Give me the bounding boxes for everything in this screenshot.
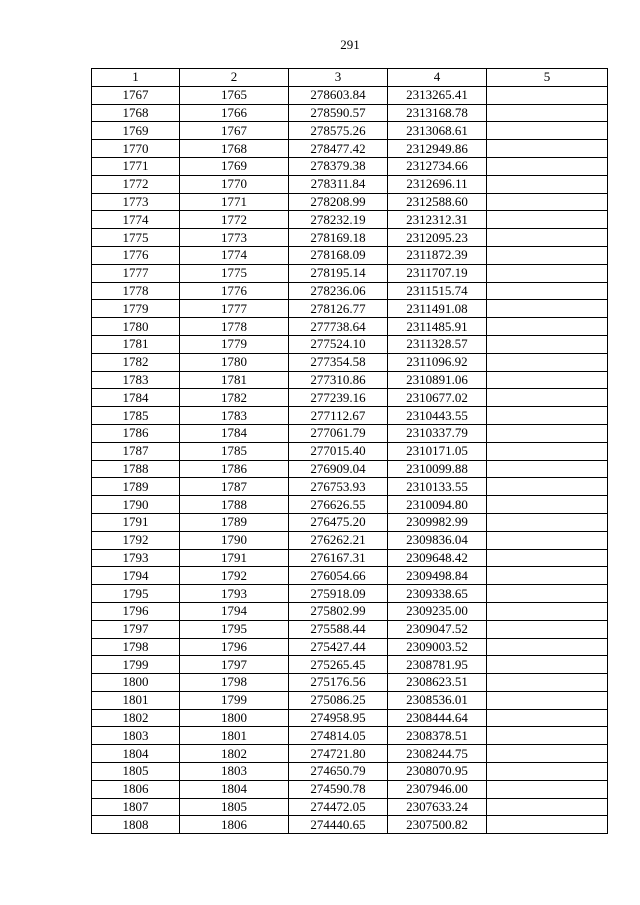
- cell-y-coordinate: 2312696.11: [388, 175, 487, 193]
- cell-note: [487, 460, 608, 478]
- cell-note: [487, 86, 608, 104]
- cell-point-number: 1772: [92, 175, 180, 193]
- table-row: [92, 798, 608, 816]
- cell-x-coordinate: 275802.99: [289, 602, 388, 620]
- table-row: [92, 175, 608, 193]
- cell-note: [487, 104, 608, 122]
- cell-x-coordinate: 278236.06: [289, 282, 388, 300]
- cell-y-coordinate: 2308244.75: [388, 745, 487, 763]
- cell-note: [487, 175, 608, 193]
- table-row: [92, 122, 608, 140]
- cell-prev-point-number: 1799: [180, 691, 289, 709]
- cell-prev-point-number: 1780: [180, 353, 289, 371]
- cell-x-coordinate: 276475.20: [289, 513, 388, 531]
- cell-y-coordinate: 2311872.39: [388, 246, 487, 264]
- table-body: [92, 86, 608, 833]
- cell-point-number: 1790: [92, 496, 180, 514]
- table-row: [92, 193, 608, 211]
- cell-x-coordinate: 276054.66: [289, 567, 388, 585]
- cell-point-number: 1796: [92, 602, 180, 620]
- cell-point-number: 1797: [92, 620, 180, 638]
- cell-note: [487, 496, 608, 514]
- cell-x-coordinate: 275427.44: [289, 638, 388, 656]
- cell-note: [487, 140, 608, 158]
- cell-y-coordinate: 2309498.84: [388, 567, 487, 585]
- cell-point-number: 1781: [92, 335, 180, 353]
- cell-x-coordinate: 278379.38: [289, 157, 388, 175]
- table-row: [92, 816, 608, 834]
- cell-x-coordinate: 278232.19: [289, 211, 388, 229]
- cell-point-number: 1773: [92, 193, 180, 211]
- cell-note: [487, 567, 608, 585]
- table-row: [92, 86, 608, 104]
- cell-y-coordinate: 2309836.04: [388, 531, 487, 549]
- table-row: [92, 656, 608, 674]
- cell-y-coordinate: 2308378.51: [388, 727, 487, 745]
- table-row: [92, 282, 608, 300]
- table-row: [92, 353, 608, 371]
- table-row: [92, 318, 608, 336]
- cell-prev-point-number: 1793: [180, 585, 289, 603]
- cell-note: [487, 246, 608, 264]
- cell-point-number: 1780: [92, 318, 180, 336]
- cell-point-number: 1771: [92, 157, 180, 175]
- cell-y-coordinate: 2307633.24: [388, 798, 487, 816]
- cell-point-number: 1776: [92, 246, 180, 264]
- cell-prev-point-number: 1786: [180, 460, 289, 478]
- cell-y-coordinate: 2313068.61: [388, 122, 487, 140]
- cell-note: [487, 602, 608, 620]
- cell-x-coordinate: 277112.67: [289, 407, 388, 425]
- cell-y-coordinate: 2310677.02: [388, 389, 487, 407]
- table-row: [92, 763, 608, 781]
- cell-point-number: 1769: [92, 122, 180, 140]
- cell-prev-point-number: 1796: [180, 638, 289, 656]
- cell-y-coordinate: 2311485.91: [388, 318, 487, 336]
- cell-y-coordinate: 2312949.86: [388, 140, 487, 158]
- cell-note: [487, 122, 608, 140]
- cell-prev-point-number: 1776: [180, 282, 289, 300]
- cell-point-number: 1800: [92, 674, 180, 692]
- cell-note: [487, 816, 608, 834]
- column-header-3: 3: [289, 69, 388, 87]
- table-row: [92, 424, 608, 442]
- table-row: [92, 727, 608, 745]
- cell-point-number: 1787: [92, 442, 180, 460]
- cell-x-coordinate: 275588.44: [289, 620, 388, 638]
- cell-point-number: 1774: [92, 211, 180, 229]
- cell-note: [487, 727, 608, 745]
- cell-prev-point-number: 1802: [180, 745, 289, 763]
- cell-prev-point-number: 1801: [180, 727, 289, 745]
- cell-prev-point-number: 1767: [180, 122, 289, 140]
- table-row: [92, 104, 608, 122]
- cell-point-number: 1799: [92, 656, 180, 674]
- cell-point-number: 1794: [92, 567, 180, 585]
- cell-y-coordinate: 2310133.55: [388, 478, 487, 496]
- cell-prev-point-number: 1784: [180, 424, 289, 442]
- table-row: [92, 620, 608, 638]
- cell-point-number: 1767: [92, 86, 180, 104]
- cell-prev-point-number: 1787: [180, 478, 289, 496]
- table-row: [92, 335, 608, 353]
- cell-x-coordinate: 276262.21: [289, 531, 388, 549]
- cell-y-coordinate: 2309235.00: [388, 602, 487, 620]
- cell-point-number: 1775: [92, 229, 180, 247]
- cell-prev-point-number: 1773: [180, 229, 289, 247]
- cell-note: [487, 407, 608, 425]
- table-row: [92, 549, 608, 567]
- cell-point-number: 1788: [92, 460, 180, 478]
- cell-x-coordinate: 278195.14: [289, 264, 388, 282]
- cell-point-number: 1808: [92, 816, 180, 834]
- cell-note: [487, 549, 608, 567]
- cell-prev-point-number: 1790: [180, 531, 289, 549]
- table-row: [92, 585, 608, 603]
- cell-prev-point-number: 1769: [180, 157, 289, 175]
- cell-x-coordinate: 275265.45: [289, 656, 388, 674]
- cell-note: [487, 193, 608, 211]
- cell-x-coordinate: 274650.79: [289, 763, 388, 781]
- cell-x-coordinate: 278169.18: [289, 229, 388, 247]
- cell-prev-point-number: 1766: [180, 104, 289, 122]
- cell-note: [487, 763, 608, 781]
- table-row: [92, 140, 608, 158]
- cell-prev-point-number: 1800: [180, 709, 289, 727]
- cell-x-coordinate: 274440.65: [289, 816, 388, 834]
- column-header-5: 5: [487, 69, 608, 87]
- cell-y-coordinate: 2312095.23: [388, 229, 487, 247]
- table-row: [92, 229, 608, 247]
- table-row: [92, 478, 608, 496]
- cell-y-coordinate: 2309982.99: [388, 513, 487, 531]
- cell-x-coordinate: 274721.80: [289, 745, 388, 763]
- cell-y-coordinate: 2312734.66: [388, 157, 487, 175]
- cell-note: [487, 620, 608, 638]
- table-row: [92, 407, 608, 425]
- cell-y-coordinate: 2313265.41: [388, 86, 487, 104]
- cell-note: [487, 389, 608, 407]
- cell-y-coordinate: 2310171.05: [388, 442, 487, 460]
- cell-note: [487, 531, 608, 549]
- cell-prev-point-number: 1791: [180, 549, 289, 567]
- cell-y-coordinate: 2307946.00: [388, 780, 487, 798]
- cell-y-coordinate: 2308781.95: [388, 656, 487, 674]
- cell-x-coordinate: 277310.86: [289, 371, 388, 389]
- cell-y-coordinate: 2313168.78: [388, 104, 487, 122]
- cell-y-coordinate: 2308623.51: [388, 674, 487, 692]
- cell-note: [487, 656, 608, 674]
- cell-x-coordinate: 277524.10: [289, 335, 388, 353]
- cell-note: [487, 335, 608, 353]
- table-row: [92, 246, 608, 264]
- cell-prev-point-number: 1765: [180, 86, 289, 104]
- cell-note: [487, 353, 608, 371]
- table-row: [92, 460, 608, 478]
- column-header-1: 1: [92, 69, 180, 87]
- cell-prev-point-number: 1785: [180, 442, 289, 460]
- cell-x-coordinate: 276626.55: [289, 496, 388, 514]
- cell-y-coordinate: 2309003.52: [388, 638, 487, 656]
- cell-prev-point-number: 1797: [180, 656, 289, 674]
- cell-point-number: 1806: [92, 780, 180, 798]
- cell-prev-point-number: 1803: [180, 763, 289, 781]
- cell-prev-point-number: 1775: [180, 264, 289, 282]
- cell-x-coordinate: 278126.77: [289, 300, 388, 318]
- cell-x-coordinate: 278311.84: [289, 175, 388, 193]
- cell-x-coordinate: 277015.40: [289, 442, 388, 460]
- cell-point-number: 1770: [92, 140, 180, 158]
- cell-prev-point-number: 1771: [180, 193, 289, 211]
- cell-note: [487, 282, 608, 300]
- table-row: [92, 602, 608, 620]
- table-row: [92, 691, 608, 709]
- cell-y-coordinate: 2312312.31: [388, 211, 487, 229]
- cell-x-coordinate: 278575.26: [289, 122, 388, 140]
- cell-point-number: 1789: [92, 478, 180, 496]
- cell-prev-point-number: 1788: [180, 496, 289, 514]
- cell-x-coordinate: 277061.79: [289, 424, 388, 442]
- cell-x-coordinate: 278590.57: [289, 104, 388, 122]
- cell-x-coordinate: 274814.05: [289, 727, 388, 745]
- cell-x-coordinate: 275086.25: [289, 691, 388, 709]
- table-row: [92, 638, 608, 656]
- cell-x-coordinate: 278603.84: [289, 86, 388, 104]
- cell-y-coordinate: 2308536.01: [388, 691, 487, 709]
- cell-prev-point-number: 1768: [180, 140, 289, 158]
- table-row: [92, 745, 608, 763]
- cell-note: [487, 585, 608, 603]
- cell-note: [487, 780, 608, 798]
- cell-point-number: 1779: [92, 300, 180, 318]
- cell-x-coordinate: 274590.78: [289, 780, 388, 798]
- cell-y-coordinate: 2309047.52: [388, 620, 487, 638]
- cell-prev-point-number: 1779: [180, 335, 289, 353]
- cell-y-coordinate: 2311707.19: [388, 264, 487, 282]
- cell-x-coordinate: 277354.58: [289, 353, 388, 371]
- cell-x-coordinate: 276753.93: [289, 478, 388, 496]
- table-row: [92, 389, 608, 407]
- cell-point-number: 1785: [92, 407, 180, 425]
- cell-y-coordinate: 2310443.55: [388, 407, 487, 425]
- cell-prev-point-number: 1777: [180, 300, 289, 318]
- table-row: [92, 780, 608, 798]
- cell-x-coordinate: 278477.42: [289, 140, 388, 158]
- cell-note: [487, 513, 608, 531]
- cell-note: [487, 638, 608, 656]
- cell-point-number: 1782: [92, 353, 180, 371]
- cell-x-coordinate: 278208.99: [289, 193, 388, 211]
- cell-point-number: 1804: [92, 745, 180, 763]
- cell-prev-point-number: 1774: [180, 246, 289, 264]
- cell-prev-point-number: 1783: [180, 407, 289, 425]
- cell-x-coordinate: 277738.64: [289, 318, 388, 336]
- cell-prev-point-number: 1794: [180, 602, 289, 620]
- cell-note: [487, 798, 608, 816]
- cell-y-coordinate: 2310337.79: [388, 424, 487, 442]
- cell-point-number: 1802: [92, 709, 180, 727]
- cell-point-number: 1801: [92, 691, 180, 709]
- cell-x-coordinate: 278168.09: [289, 246, 388, 264]
- cell-y-coordinate: 2309648.42: [388, 549, 487, 567]
- cell-note: [487, 211, 608, 229]
- cell-y-coordinate: 2310094.80: [388, 496, 487, 514]
- cell-x-coordinate: 275918.09: [289, 585, 388, 603]
- cell-y-coordinate: 2311328.57: [388, 335, 487, 353]
- column-header-2: 2: [180, 69, 289, 87]
- cell-point-number: 1791: [92, 513, 180, 531]
- cell-y-coordinate: 2307500.82: [388, 816, 487, 834]
- cell-prev-point-number: 1804: [180, 780, 289, 798]
- cell-y-coordinate: 2308444.64: [388, 709, 487, 727]
- table-row: [92, 674, 608, 692]
- cell-note: [487, 442, 608, 460]
- cell-note: [487, 300, 608, 318]
- cell-y-coordinate: 2310099.88: [388, 460, 487, 478]
- cell-x-coordinate: 274958.95: [289, 709, 388, 727]
- table-row: [92, 709, 608, 727]
- column-header-4: 4: [388, 69, 487, 87]
- cell-y-coordinate: 2311491.08: [388, 300, 487, 318]
- cell-y-coordinate: 2311515.74: [388, 282, 487, 300]
- cell-prev-point-number: 1772: [180, 211, 289, 229]
- cell-point-number: 1807: [92, 798, 180, 816]
- cell-point-number: 1784: [92, 389, 180, 407]
- cell-note: [487, 424, 608, 442]
- cell-point-number: 1798: [92, 638, 180, 656]
- cell-x-coordinate: 275176.56: [289, 674, 388, 692]
- cell-point-number: 1792: [92, 531, 180, 549]
- table-row: [92, 496, 608, 514]
- cell-prev-point-number: 1798: [180, 674, 289, 692]
- cell-prev-point-number: 1805: [180, 798, 289, 816]
- cell-point-number: 1795: [92, 585, 180, 603]
- page-number: 291: [340, 37, 360, 52]
- cell-point-number: 1778: [92, 282, 180, 300]
- cell-x-coordinate: 276909.04: [289, 460, 388, 478]
- cell-prev-point-number: 1789: [180, 513, 289, 531]
- cell-point-number: 1783: [92, 371, 180, 389]
- table-row: [92, 371, 608, 389]
- table-row: [92, 300, 608, 318]
- cell-point-number: 1777: [92, 264, 180, 282]
- table-row: [92, 264, 608, 282]
- cell-prev-point-number: 1806: [180, 816, 289, 834]
- cell-note: [487, 745, 608, 763]
- cell-note: [487, 691, 608, 709]
- cell-y-coordinate: 2309338.65: [388, 585, 487, 603]
- cell-point-number: 1768: [92, 104, 180, 122]
- cell-note: [487, 157, 608, 175]
- table-row: [92, 211, 608, 229]
- cell-prev-point-number: 1778: [180, 318, 289, 336]
- table-row: [92, 567, 608, 585]
- table-row: [92, 442, 608, 460]
- cell-point-number: 1803: [92, 727, 180, 745]
- cell-note: [487, 318, 608, 336]
- table-header-row: [92, 69, 608, 87]
- cell-prev-point-number: 1782: [180, 389, 289, 407]
- cell-note: [487, 371, 608, 389]
- cell-y-coordinate: 2310891.06: [388, 371, 487, 389]
- cell-note: [487, 478, 608, 496]
- cell-x-coordinate: 276167.31: [289, 549, 388, 567]
- cell-prev-point-number: 1795: [180, 620, 289, 638]
- cell-note: [487, 709, 608, 727]
- cell-y-coordinate: 2312588.60: [388, 193, 487, 211]
- cell-note: [487, 674, 608, 692]
- cell-point-number: 1786: [92, 424, 180, 442]
- cell-x-coordinate: 274472.05: [289, 798, 388, 816]
- table-row: [92, 531, 608, 549]
- cell-prev-point-number: 1770: [180, 175, 289, 193]
- cell-prev-point-number: 1792: [180, 567, 289, 585]
- table-row: [92, 513, 608, 531]
- cell-y-coordinate: 2311096.92: [388, 353, 487, 371]
- cell-prev-point-number: 1781: [180, 371, 289, 389]
- cell-note: [487, 229, 608, 247]
- coordinates-table: [91, 68, 608, 834]
- table-row: [92, 157, 608, 175]
- cell-y-coordinate: 2308070.95: [388, 763, 487, 781]
- cell-point-number: 1805: [92, 763, 180, 781]
- cell-note: [487, 264, 608, 282]
- cell-x-coordinate: 277239.16: [289, 389, 388, 407]
- cell-point-number: 1793: [92, 549, 180, 567]
